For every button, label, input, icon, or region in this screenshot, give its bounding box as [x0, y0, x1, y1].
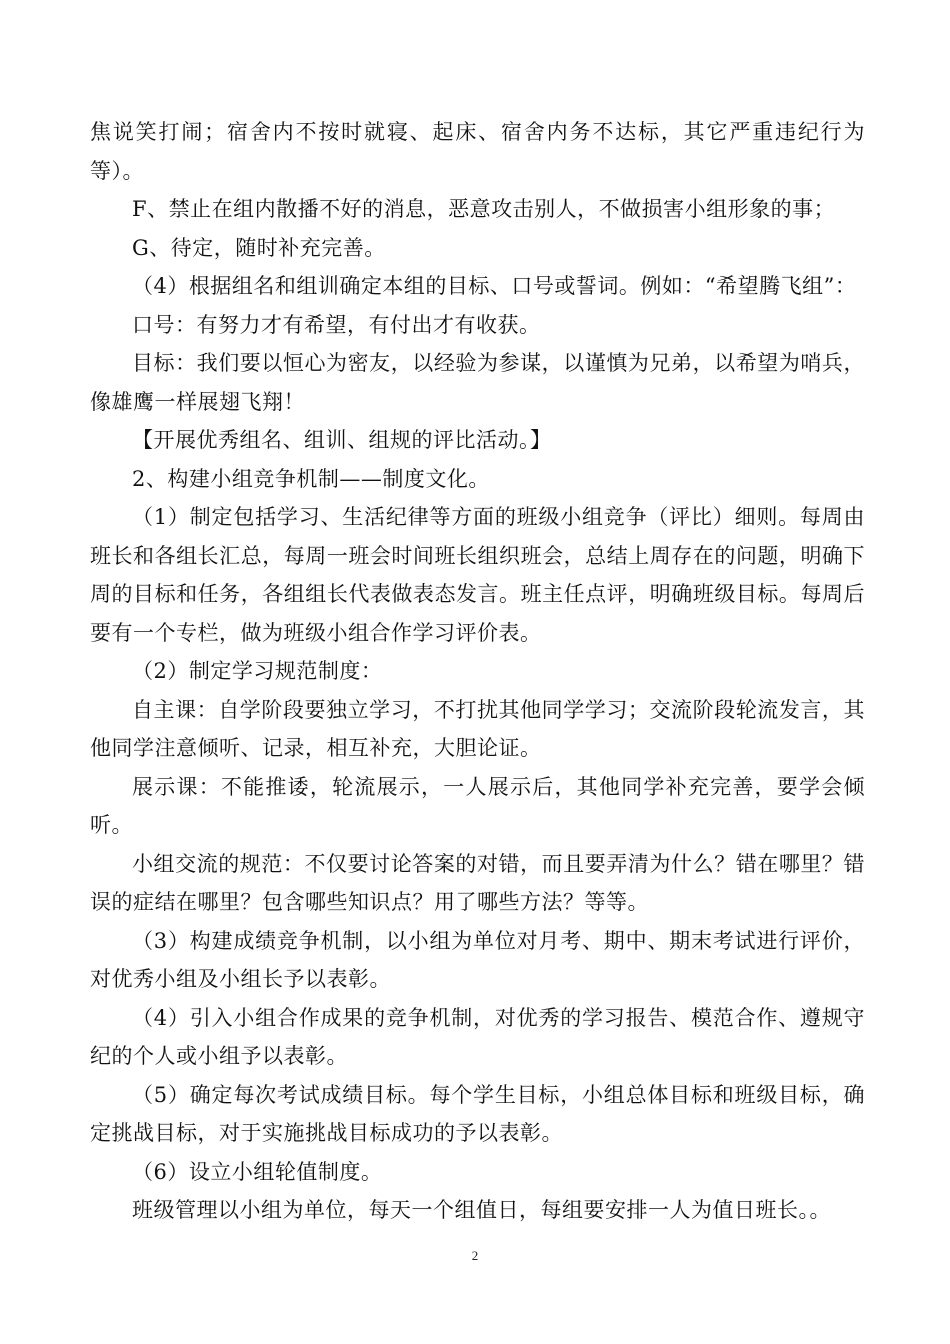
paragraph: 【开展优秀组名、组训、组规的评比活动。】 [132, 428, 552, 452]
paragraph: （5）确定每次考试成绩目标。每个学生目标，小组总体目标和班级目标，确定挑战目标，对于实施挑战目标成功的予以表彰。 [90, 1082, 865, 1145]
paragraph: （2）制定学习规范制度： [132, 659, 383, 683]
paragraph: 目标：我们要以恒心为密友，以经验为参谋，以谨慎为兄弟，以希望为哨兵，像雄鹰一样展翅飞翔！ [90, 351, 865, 414]
section-heading: 2、构建小组竞争机制——制度文化。 [132, 466, 490, 491]
paragraph: （6）设立小组轮值制度。 [132, 1159, 383, 1184]
paragraph: 班级管理以小组为单位，每天一个组值日，每组要安排一人为值日班长。。 [132, 1198, 831, 1222]
paragraph: （4）引入小组合作成果的竞争机制，对优秀的学习报告、模范合作、遵规守纪的个人或小组予以表彰。 [90, 1005, 865, 1068]
paragraph: 小组交流的规范：不仅要讨论答案的对错，而且要弄清为什么？错在哪里？错误的症结在哪里？包含哪些知识点？用了哪些方法？等等。 [90, 851, 865, 914]
paragraph: （1）制定包括学习、生活纪律等方面的班级小组竞争（评比）细则。每周由班长和各组长汇总，每周一班会时间班长组织班会，总结上周存在的问题，明确下周的目标和任务，各组组长代表做表态发言。班主任点评，明确班级目标。每周后要有一个专栏，做为班级小组合作学习评价表。 [90, 505, 865, 645]
page-number: 2 [471, 1248, 479, 1263]
paragraph: （3）构建成绩竞争机制，以小组为单位对月考、期中、期末考试进行评价，对优秀小组及小组长予以表彰。 [90, 928, 865, 991]
paragraph: 口号：有努力才有希望，有付出才有收获。 [132, 312, 541, 337]
paragraph: F、禁止在组内散播不好的消息，恶意攻击别人，不做损害小组形象的事； [132, 197, 836, 221]
paragraph: 展示课：不能推诿，轮流展示，一人展示后，其他同学补充完善，要学会倾听。 [90, 774, 865, 837]
document-body [90, 113, 865, 1230]
paragraph: （4）根据组名和组训确定本组的目标、口号或誓词。例如：“希望腾飞组”： [132, 274, 857, 298]
paragraph: 自主课：自学阶段要独立学习，不打扰其他同学学习；交流阶段轮流发言，其他同学注意倾听、记录，相互补充，大胆论证。 [90, 697, 865, 760]
paragraph: G、待定，随时补充完善。 [132, 235, 386, 260]
paragraph: 焦说笑打闹；宿舍内不按时就寝、起床、宿舍内务不达标，其它严重违纪行为等）。 [90, 120, 865, 183]
